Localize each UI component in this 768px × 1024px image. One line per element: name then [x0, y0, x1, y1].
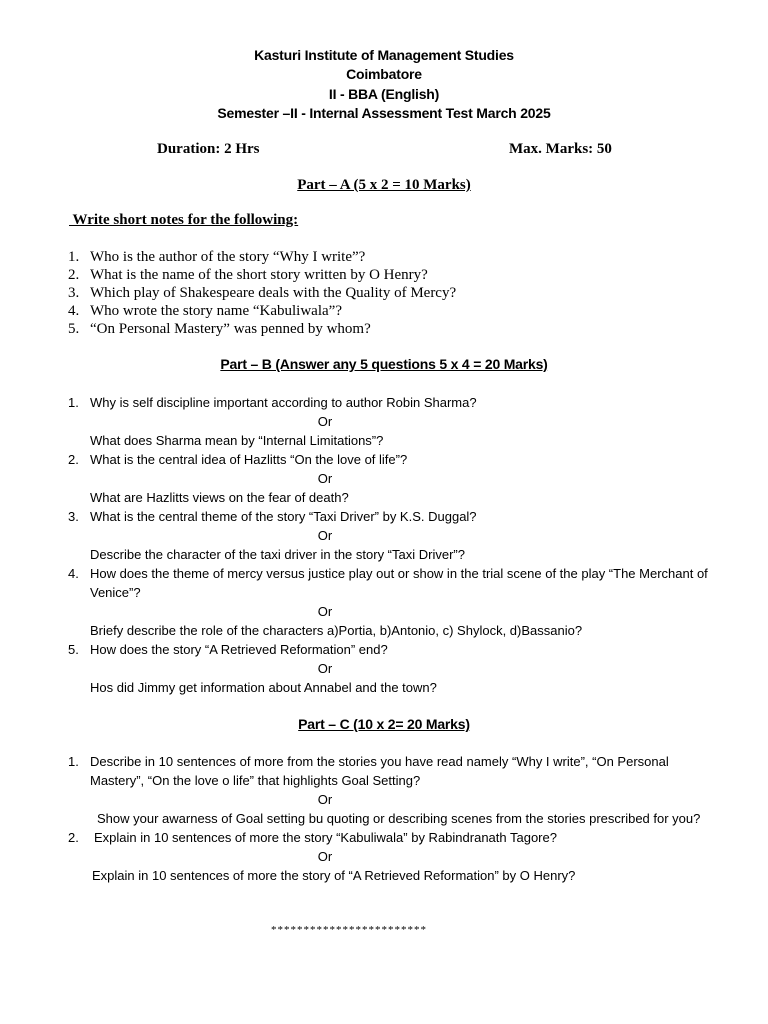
or-separator: Or [317, 604, 333, 619]
or-separator: Or [317, 792, 333, 807]
question-text: What is the central idea of Hazlitts “On the love of life”? [90, 452, 408, 467]
question-text: How does the story “A Retrieved Reformation” end? [90, 642, 388, 657]
part-c-title: Part – C (10 x 2= 20 Marks) [298, 716, 470, 732]
question-text: How does the theme of mercy versus justice play out or show in the trial scene of the play “The Merchant of Venice”? [90, 566, 708, 600]
list-item [68, 507, 708, 564]
question-text: What is the central theme of the story “Taxi Driver” by K.S. Duggal? [90, 509, 477, 524]
alternative-question: What are Hazlitts views on the fear of death? [90, 490, 349, 505]
list-item [68, 320, 456, 338]
list-item [68, 266, 456, 284]
question-text: Why is self discipline important according to author Robin Sharma? [90, 395, 477, 410]
part-a-instruction: Write short notes for the following: [69, 212, 299, 228]
question-number: 4. [68, 303, 80, 319]
list-item [68, 828, 708, 885]
question-number: 1. [68, 395, 79, 410]
or-separator: Or [317, 528, 333, 543]
document-header [0, 46, 768, 123]
list-item [68, 284, 456, 302]
question-text: Explain in 10 sentences of more the story “Kabuliwala” by Rabindranath Tagore? [94, 830, 557, 845]
test-name: Semester –II - Internal Assessment Test March 2025 [217, 104, 551, 121]
question-text: Who wrote the story name “Kabuliwala”? [90, 303, 342, 319]
question-number: 2. [68, 267, 80, 283]
or-separator: Or [317, 849, 333, 864]
course-name: II - BBA (English) [328, 85, 440, 102]
list-item [68, 393, 708, 450]
question-number: 2. [68, 830, 79, 845]
list-item [68, 640, 708, 697]
question-text: Describe in 10 sentences of more from the stories you have read namely “Why I write”, “On Personal Mastery”, “On the love o life” that highlights Goal Setting? [90, 754, 669, 788]
list-item [68, 450, 708, 507]
list-item [68, 752, 708, 828]
question-text: Which play of Shakespeare deals with the Quality of Mercy? [90, 285, 457, 301]
part-b-title: Part – B (Answer any 5 questions 5 x 4 = 20 Marks) [220, 356, 548, 372]
or-separator: Or [317, 661, 333, 676]
part-a-title: Part – A (5 x 2 = 10 Marks) [297, 177, 471, 193]
alternative-question: Explain in 10 sentences of more the story of “A Retrieved Reformation” by O Henry? [92, 868, 576, 883]
question-text: What is the name of the short story written by O Henry? [90, 267, 428, 283]
list-item [68, 248, 456, 266]
question-number: 3. [68, 285, 80, 301]
part-a-questions [68, 248, 456, 338]
question-number: 1. [68, 249, 80, 265]
question-number: 5. [68, 642, 79, 657]
question-number: 3. [68, 509, 79, 524]
list-item [68, 302, 456, 320]
or-separator: Or [317, 414, 333, 429]
alternative-question: Hos did Jimmy get information about Annabel and the town? [90, 680, 437, 695]
max-marks-label: Max. Marks: 50 [509, 141, 612, 157]
duration-label: Duration: 2 Hrs [157, 141, 260, 157]
part-b-questions [68, 393, 708, 697]
question-text: Who is the author of the story “Why I write”? [90, 249, 366, 265]
question-number: 4. [68, 566, 79, 581]
question-text: “On Personal Mastery” was penned by whom? [90, 321, 371, 337]
question-number: 2. [68, 452, 79, 467]
question-number: 1. [68, 754, 79, 769]
alternative-question: What does Sharma mean by “Internal Limitations”? [90, 433, 384, 448]
city-name: Coimbatore [346, 66, 422, 83]
end-of-paper-stars: ************************ [271, 924, 427, 936]
or-separator: Or [317, 471, 333, 486]
institute-name: Kasturi Institute of Management Studies [254, 47, 514, 63]
alternative-question: Describe the character of the taxi driver in the story “Taxi Driver”? [90, 547, 465, 562]
list-item [68, 564, 708, 640]
part-c-questions [68, 752, 708, 885]
alternative-question: Show your awarness of Goal setting bu quoting or describing scenes from the stories prescribed for you? [97, 811, 701, 826]
alternative-question: Briefy describe the role of the characters a)Portia, b)Antonio, c) Shylock, d)Bassanio? [90, 623, 583, 638]
question-number: 5. [68, 321, 80, 337]
